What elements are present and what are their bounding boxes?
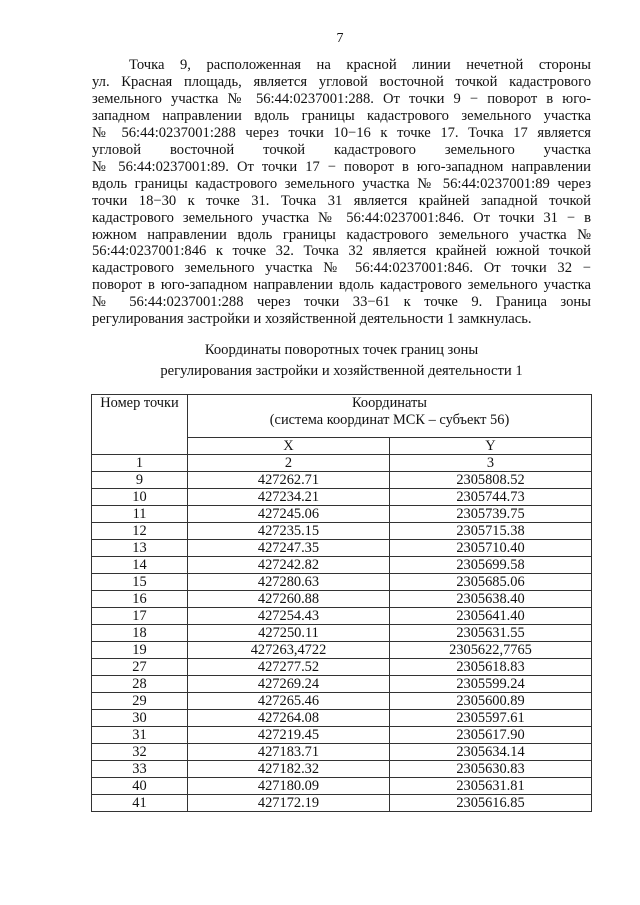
table-row — [92, 795, 592, 812]
y-coordinate: 2305616.85 — [390, 795, 592, 812]
paragraph-line: поворот в юго-западном направлении вдоль кадастрового земельного участка — [92, 277, 591, 294]
paragraph-line: № 56:44:0237001:89. От точки 17 − поворот в юго-западном направлении — [92, 158, 591, 175]
paragraph-line: регулирования застройки и хозяйственной деятельности 1 замкнулась. — [92, 311, 532, 328]
paragraph-line: кадастрового земельного участка № 56:44:0237001:846. От точки 32 − — [92, 260, 591, 277]
point-number: 32 — [92, 744, 188, 761]
body-paragraph — [92, 57, 591, 328]
table-row — [92, 727, 592, 744]
column-number: 1 — [92, 455, 188, 472]
point-number: 28 — [92, 676, 188, 693]
table-row — [92, 778, 592, 795]
point-number: 18 — [92, 625, 188, 642]
column-number-row — [92, 455, 592, 472]
x-coordinate: 427254.43 — [188, 608, 390, 625]
x-coordinate: 427247.35 — [188, 540, 390, 557]
y-coordinate: 2305622,7765 — [390, 642, 592, 659]
paragraph-line: № 56:44:0237001:288 через точки 10−16 к точке 17. Точка 17 является — [92, 124, 591, 141]
point-number: 30 — [92, 710, 188, 727]
paragraph-line: 56:44:0237001:846 к точке 32. Точка 32 является крайней южной точкой — [92, 243, 591, 260]
caption-line: регулирования застройки и хозяйственной деятельности 1 — [160, 363, 523, 379]
paragraph-line: земельного участка № 56:44:0237001:288. От точки 9 − поворот в юго- — [92, 90, 591, 107]
y-coordinate: 2305618.83 — [390, 659, 592, 676]
paragraph-line: ул. Красная площадь, является угловой восточной точкой кадастрового — [92, 73, 591, 90]
y-coordinate: 2305710.40 — [390, 540, 592, 557]
point-number: 29 — [92, 693, 188, 710]
paragraph-line: южном направлении вдоль границы кадастрового земельного участка № — [92, 226, 591, 243]
table-row — [92, 574, 592, 591]
y-coordinate: 2305631.81 — [390, 778, 592, 795]
point-number: 41 — [92, 795, 188, 812]
paragraph-line: западном направлении вдоль границы кадастрового земельного участка — [92, 107, 591, 124]
paragraph-line: Точка 9, расположенная на красной линии нечетной стороны — [129, 57, 591, 73]
page-number: 7 — [336, 31, 344, 46]
paragraph-line: вдоль границы кадастрового земельного участка № 56:44:0237001:89 через — [92, 175, 591, 192]
x-coordinate: 427269.24 — [188, 676, 390, 693]
y-coordinate: 2305617.90 — [390, 727, 592, 744]
y-coordinate: 2305630.83 — [390, 761, 592, 778]
y-coordinate: 2305685.06 — [390, 574, 592, 591]
x-coordinate: 427265.46 — [188, 693, 390, 710]
x-coordinate: 427180.09 — [188, 778, 390, 795]
point-number: 14 — [92, 557, 188, 574]
table-row — [92, 693, 592, 710]
x-coordinate: 427280.63 — [188, 574, 390, 591]
x-coordinate: 427277.52 — [188, 659, 390, 676]
x-coordinate: 427250.11 — [188, 625, 390, 642]
x-coordinate: 427264.08 — [188, 710, 390, 727]
point-number: 15 — [92, 574, 188, 591]
table-row — [92, 676, 592, 693]
paragraph-line: кадастрового земельного участка № 56:44:0237001:846. От точки 31 − в — [92, 209, 591, 226]
y-coordinate: 2305638.40 — [390, 591, 592, 608]
header-coordinates-title: Координаты — [352, 395, 427, 411]
x-coordinate: 427245.06 — [188, 506, 390, 523]
y-coordinate: 2305597.61 — [390, 710, 592, 727]
header-point-number: Номер точки — [92, 395, 188, 455]
x-coordinate: 427234.21 — [188, 489, 390, 506]
y-coordinate: 2305599.24 — [390, 676, 592, 693]
table-row — [92, 608, 592, 625]
y-coordinate: 2305744.73 — [390, 489, 592, 506]
paragraph-line: точки 18−30 к точке 31. Точка 31 является крайней западной точкой — [92, 192, 591, 209]
table-row — [92, 761, 592, 778]
header-x: X — [188, 438, 390, 455]
x-coordinate: 427182.32 — [188, 761, 390, 778]
header-y: Y — [390, 438, 592, 455]
point-number: 9 — [92, 472, 188, 489]
point-number: 13 — [92, 540, 188, 557]
x-coordinate: 427260.88 — [188, 591, 390, 608]
y-coordinate: 2305600.89 — [390, 693, 592, 710]
table-row — [92, 489, 592, 506]
x-coordinate: 427183.71 — [188, 744, 390, 761]
paragraph-line: угловой восточной точкой кадастрового земельного участка — [92, 141, 591, 158]
x-coordinate: 427242.82 — [188, 557, 390, 574]
table-row — [92, 744, 592, 761]
x-coordinate: 427235.15 — [188, 523, 390, 540]
point-number: 33 — [92, 761, 188, 778]
coordinates-table — [91, 394, 592, 812]
point-number: 40 — [92, 778, 188, 795]
table-row — [92, 710, 592, 727]
caption-line: Координаты поворотных точек границ зоны — [204, 342, 479, 358]
table-row — [92, 625, 592, 642]
table-row — [92, 591, 592, 608]
point-number: 16 — [92, 591, 188, 608]
point-number: 19 — [92, 642, 188, 659]
table-row — [92, 540, 592, 557]
table-row — [92, 506, 592, 523]
x-coordinate: 427263,4722 — [188, 642, 390, 659]
y-coordinate: 2305631.55 — [390, 625, 592, 642]
table-row — [92, 472, 592, 489]
paragraph-line: № 56:44:0237001:288 через точки 33−61 к точке 9. Граница зоны — [92, 294, 591, 311]
y-coordinate: 2305715.38 — [390, 523, 592, 540]
table-row — [92, 557, 592, 574]
table-row — [92, 642, 592, 659]
point-number: 17 — [92, 608, 188, 625]
point-number: 11 — [92, 506, 188, 523]
x-coordinate: 427219.45 — [188, 727, 390, 744]
y-coordinate: 2305699.58 — [390, 557, 592, 574]
point-number: 10 — [92, 489, 188, 506]
x-coordinate: 427262.71 — [188, 472, 390, 489]
x-coordinate: 427172.19 — [188, 795, 390, 812]
column-number: 3 — [390, 455, 592, 472]
y-coordinate: 2305739.75 — [390, 506, 592, 523]
table-row — [92, 659, 592, 676]
column-number: 2 — [188, 455, 390, 472]
y-coordinate: 2305641.40 — [390, 608, 592, 625]
point-number: 12 — [92, 523, 188, 540]
y-coordinate: 2305808.52 — [390, 472, 592, 489]
point-number: 31 — [92, 727, 188, 744]
y-coordinate: 2305634.14 — [390, 744, 592, 761]
table-caption — [92, 340, 591, 382]
point-number: 27 — [92, 659, 188, 676]
header-coordinates-system: (система координат МСК – субъект 56) — [269, 412, 510, 428]
header-coordinates — [188, 395, 592, 438]
table-row — [92, 523, 592, 540]
